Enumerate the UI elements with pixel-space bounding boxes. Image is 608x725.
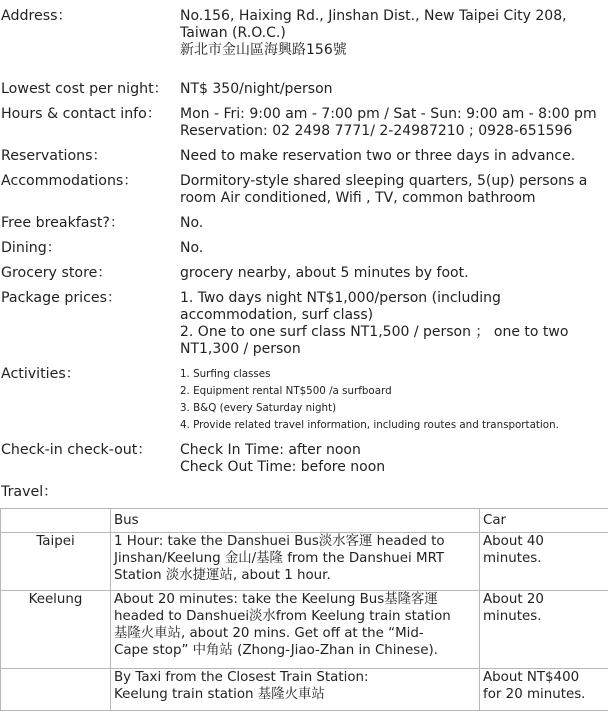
travel-label: Travel：: [1, 484, 58, 500]
dining-line: No.: [180, 240, 204, 256]
car-line: minutes.: [483, 551, 542, 566]
travel-city-cell: [1, 591, 111, 669]
travel-header-car: Car: [480, 509, 608, 533]
activities-value: [180, 366, 605, 434]
travel-bus-cell: [111, 591, 480, 669]
check-in-line: Check In Time: after noon: [180, 442, 361, 458]
activity-item: 2. Equipment rental NT$500 /a surfboard: [180, 385, 392, 397]
check-out-line: Check Out Time: before noon: [180, 459, 386, 475]
bus-line: Jinshan/Keelung 金山/基隆 from the Danshuei MRT: [114, 551, 445, 566]
car-line: for 20 minutes.: [483, 687, 586, 702]
reservations-value: [180, 148, 605, 165]
accommodations-line: Dormitory-style shared sleeping quarters, 5(up) persons a: [180, 173, 588, 189]
package-line: accommodation, surf class): [180, 307, 374, 323]
grocery-value: [180, 265, 605, 282]
travel-header-empty: [1, 509, 111, 533]
check-in-out-value: [180, 442, 605, 476]
free-breakfast-line: No.: [180, 215, 204, 231]
address-value: [180, 8, 605, 59]
free-breakfast-label: Free breakfast?：: [1, 215, 125, 231]
bus-line: About 20 minutes: take the Keelung Bus基隆客運: [114, 592, 438, 607]
activity-item: 3. B&Q (every Saturday night): [180, 402, 337, 414]
address-line: 新北市金山區海興路156號: [180, 42, 347, 58]
travel-row-taxi: [1, 669, 608, 711]
package-prices-label: Package prices：: [1, 290, 122, 306]
lowest-cost-line: NT$ 350/night/person: [180, 81, 333, 97]
travel-car-cell: [480, 591, 608, 669]
travel-table: [0, 508, 608, 711]
travel-header-bus: Bus: [111, 509, 480, 533]
contact-line: Reservation: 02 2498 7771/ 2-24987210 ; 0928-651596: [180, 123, 573, 139]
address-line: No.156, Haixing Rd., Jinshan Dist., New Taipei City 208,: [180, 8, 567, 24]
free-breakfast-value: [180, 215, 605, 232]
car-line: About 20: [483, 592, 544, 607]
check-in-out-label: Check-in check-out：: [1, 442, 152, 458]
taxi-line: By Taxi from the Closest Train Station:: [114, 670, 369, 685]
reservations-line: Need to make reservation two or three days in advance.: [180, 148, 576, 164]
car-line: minutes.: [483, 609, 542, 624]
package-line: 1. Two days night NT$1,000/person (including: [180, 290, 501, 306]
travel-row-taipei: [1, 533, 608, 591]
city-name: Keelung: [28, 592, 83, 607]
travel-city-cell: [1, 669, 111, 711]
grocery-label: Grocery store：: [1, 265, 112, 281]
bus-line: Station 淡水捷運站, about 1 hour.: [114, 568, 331, 583]
activity-item: 1. Surfing classes: [180, 368, 271, 380]
grocery-line: grocery nearby, about 5 minutes by foot.: [180, 265, 469, 281]
accommodations-line: room Air conditioned, Wifi , TV, common bathroom: [180, 190, 536, 206]
travel-bus-cell: [111, 533, 480, 591]
dining-value: [180, 240, 605, 257]
address-label: Address：: [1, 8, 72, 24]
bus-line: headed to Danshuei淡水from Keelung train station: [114, 609, 451, 624]
bus-line: Cape stop” 中角站 (Zhong-Jiao-Zhan in Chinese).: [114, 643, 438, 658]
reservations-label: Reservations：: [1, 148, 107, 164]
lowest-cost-value: [180, 81, 605, 98]
hours-contact-label: Hours & contact info：: [1, 106, 162, 122]
dining-label: Dining：: [1, 240, 61, 256]
travel-header-row: [1, 509, 608, 533]
car-line: About 40: [483, 534, 544, 549]
taxi-line: Keelung train station 基隆火車站: [114, 687, 325, 702]
address-line: Taiwan (R.O.C.): [180, 25, 286, 41]
bus-line: 1 Hour: take the Danshuei Bus淡水客運 headed to: [114, 534, 445, 549]
package-line: NT1,300 / person: [180, 341, 301, 357]
package-line: 2. One to one surf class NT1,500 / person ； one to two: [180, 324, 569, 340]
travel-car-cell: [480, 669, 608, 711]
travel-city-cell: [1, 533, 111, 591]
hours-line: Mon - Fri: 9:00 am - 7:00 pm / Sat - Sun: 9:00 am - 8:00 pm: [180, 106, 597, 122]
package-prices-value: [180, 290, 605, 358]
travel-row-keelung: [1, 591, 608, 669]
activities-label: Activities：: [1, 366, 80, 382]
travel-car-cell: [480, 533, 608, 591]
car-line: About NT$400: [483, 670, 580, 685]
accommodations-value: [180, 173, 605, 207]
lowest-cost-label: Lowest cost per night：: [1, 81, 168, 97]
hours-contact-value: [180, 106, 605, 140]
travel-bus-cell: [111, 669, 480, 711]
bus-line: 基隆火車站, about 20 mins. Get off at the “Mid-: [114, 626, 424, 641]
accommodations-label: Accommodations：: [1, 173, 138, 189]
activity-item: 4. Provide related travel information, including routes and transportation.: [180, 419, 559, 431]
city-name: Taipei: [36, 534, 75, 549]
